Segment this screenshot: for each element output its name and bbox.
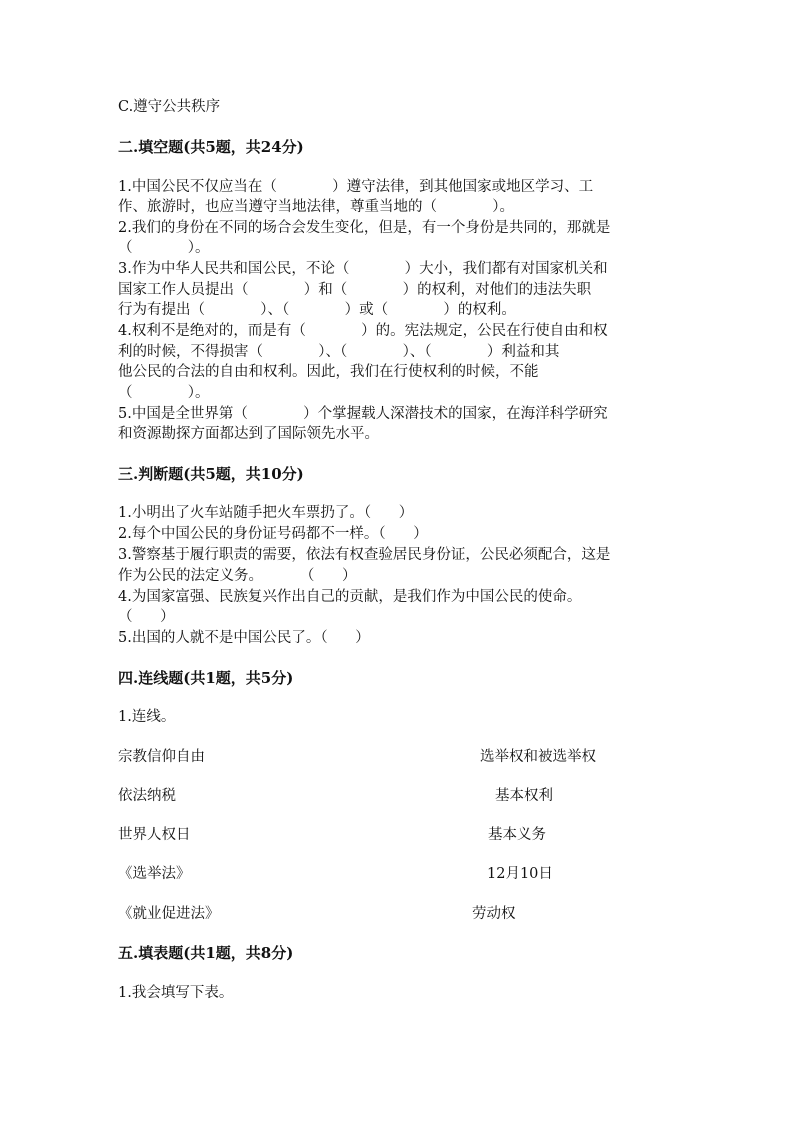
fill-blank-line: （ ）。 — [118, 385, 210, 401]
fill-blank-line: 4.权利不是绝对的，而是有（ ）的。宪法规定，公民在行使自由和权 — [118, 323, 608, 339]
judgment-line: 4.为国家富强、民族复兴作出自己的贡献，是我们作为中国公民的使命。 — [118, 589, 582, 605]
fill-blank-line: 和资源勘探方面都达到了国际领先水平。 — [118, 426, 379, 442]
fill-blank-line: （ ）。 — [118, 240, 210, 256]
fill-blank-line: 他公民的合法的自由和权利。因此，我们在行使权利的时候，不能 — [118, 364, 539, 380]
matching-left-item: 宗教信仰自由 — [118, 749, 205, 765]
judgment-line: 3.警察基于履行职责的需要，依法有权查验居民身份证，公民必须配合，这是 — [118, 547, 611, 563]
matching-left-item: 《选举法》 — [118, 866, 191, 882]
fill-blank-line: 1.中国公民不仅应当在（ ）遵守法律，到其他国家或地区学习、工 — [118, 179, 594, 195]
matching-left-item: 世界人权日 — [118, 827, 191, 843]
table-question: 1.我会填写下表。 — [118, 985, 234, 1001]
fill-blank-line: 国家工作人员提出（ ）和（ ）的权利，对他们的违法失职 — [118, 282, 592, 298]
section-judgment-title: 三.判断题(共5题，共10分) — [118, 465, 304, 483]
section-fill-blank-title: 二.填空题(共5题，共24分) — [118, 138, 304, 156]
previous-option-c: C.遵守公共秩序 — [118, 99, 221, 115]
judgment-line: 5.出国的人就不是中国公民了。（ ） — [118, 630, 370, 646]
matching-left-item: 《就业促进法》 — [118, 906, 220, 922]
matching-right-item: 劳动权 — [472, 906, 516, 922]
judgment-line: 作为公民的法定义务。 （ ） — [118, 568, 357, 584]
fill-blank-line: 利的时候，不得损害（ ）、（ ）、（ ）利益和其 — [118, 344, 560, 360]
matching-right-item: 基本义务 — [488, 827, 546, 843]
matching-right-item: 12月10日 — [487, 866, 553, 882]
fill-blank-line: 作、旅游时，也应当遵守当地法律，尊重当地的（ ）。 — [118, 199, 515, 215]
matching-left-item: 依法纳税 — [118, 788, 176, 804]
fill-blank-line: 3.作为中华人民共和国公民，不论（ ）大小，我们都有对国家机关和 — [118, 261, 608, 277]
judgment-line: 2.每个中国公民的身份证号码都不一样。（ ） — [118, 526, 428, 542]
judgment-line: 1.小明出了火车站随手把火车票扔了。（ ） — [118, 505, 414, 521]
judgment-line: （ ） — [118, 609, 175, 625]
section-table-title: 五.填表题(共1题，共8分) — [118, 944, 294, 962]
matching-question: 1.连线。 — [118, 709, 176, 725]
matching-right-item: 选举权和被选举权 — [480, 749, 596, 765]
section-matching-title: 四.连线题(共1题，共5分) — [118, 669, 294, 687]
fill-blank-line: 5.中国是全世界第（ ）个掌握载人深潜技术的国家，在海洋科学研究 — [118, 406, 608, 422]
fill-blank-line: 2.我们的身份在不同的场合会发生变化，但是，有一个身份是共同的，那就是 — [118, 220, 611, 236]
matching-right-item: 基本权利 — [495, 788, 553, 804]
fill-blank-line: 行为有提出（ ）、（ ）或（ ）的权利。 — [118, 302, 516, 318]
